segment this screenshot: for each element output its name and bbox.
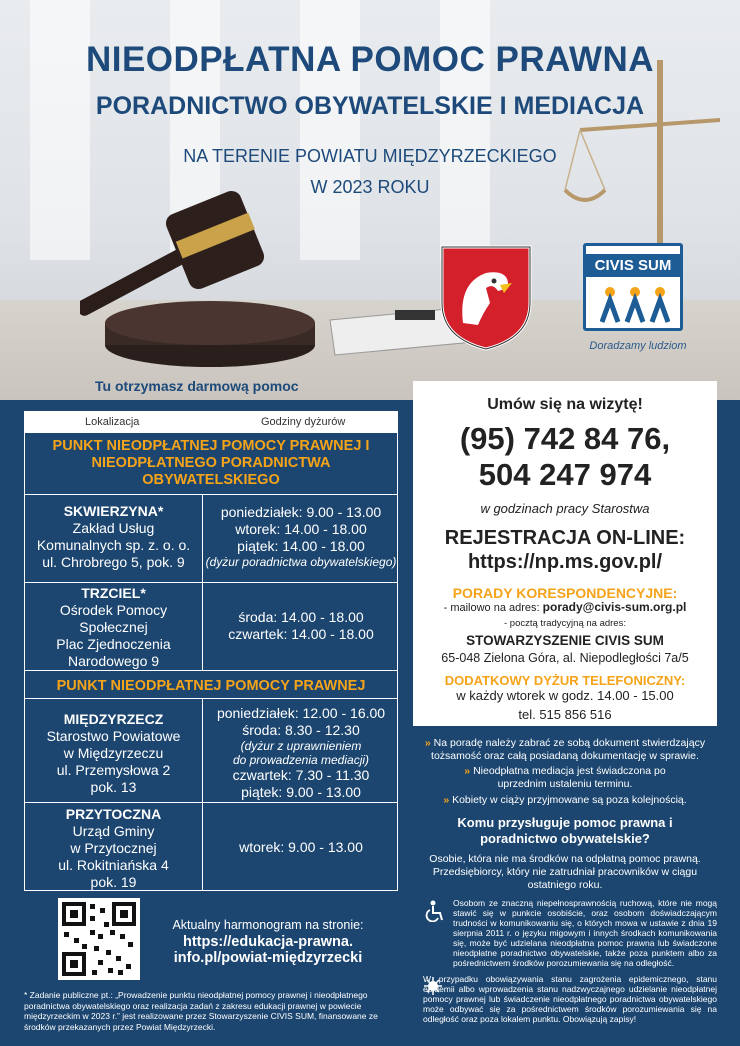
address-line: ul. Rokitniańska 4 bbox=[58, 857, 169, 873]
hours-line: środa: 8.30 - 12.30 bbox=[242, 722, 360, 738]
hours-line: środa: 14.00 - 18.00 bbox=[238, 609, 364, 625]
arrow-icon: » bbox=[464, 765, 474, 777]
hours-line: piątek: 14.00 - 18.00 bbox=[237, 538, 365, 554]
table-row bbox=[25, 494, 397, 582]
address-line: ul. Chrobrego 5, pok. 9 bbox=[42, 554, 185, 570]
address-line: pok. 19 bbox=[90, 874, 137, 890]
window-light bbox=[440, 0, 490, 260]
bullet-item: » Kobiety w ciąży przyjmowane są poza kolejnością. bbox=[443, 794, 687, 806]
eligibility-answer: Osobie, która nie ma środków na odpłatną pomoc prawną. Przedsiębiorcy, który nie zatrudniał pracowników w ciągu ostatniego roku. bbox=[429, 853, 701, 891]
address-line: Plac Zjednoczenia bbox=[56, 636, 171, 652]
post-label: - pocztą tradycyjną na adres: bbox=[504, 618, 626, 629]
schedule-block bbox=[158, 918, 378, 966]
online-label: REJESTRACJA ON-LINE: bbox=[444, 527, 686, 549]
info-bullets bbox=[413, 737, 717, 807]
locations-table bbox=[24, 411, 398, 891]
hours-line: poniedziałek: 12.00 - 16.00 bbox=[216, 705, 386, 721]
table-row bbox=[25, 582, 397, 670]
intro-text: Tu otrzymasz darmową pomoc bbox=[95, 378, 299, 394]
hours-line: poniedziałek: 9.00 - 13.00 bbox=[220, 504, 382, 520]
page-title: NIEODPŁATNA POMOC PRAWNA bbox=[85, 40, 655, 79]
visit-heading: Umów się na wizytę! bbox=[487, 396, 643, 413]
col-hours-header: Godziny dyżurów bbox=[261, 416, 346, 428]
bullet-item: » Na poradę należy zabrać ze sobą dokument stwierdzający tożsamość oraz całą posiadaną dokumentację w sprawie. bbox=[424, 737, 706, 762]
section-row bbox=[25, 670, 397, 698]
address-line: Ośrodek Pomocy bbox=[59, 602, 168, 618]
org-name: STOWARZYSZENIE CIVIS SUM bbox=[466, 633, 664, 648]
civis-slogan: Doradzamy ludziom bbox=[589, 340, 687, 352]
hours-line: czwartek: 14.00 - 18.00 bbox=[228, 626, 374, 642]
bullet-item: » Nieodpłatna mediacja jest świadczona po uprzednim ustaleniu terminu. bbox=[464, 765, 666, 790]
org-address: 65-048 Zielona Góra, al. Niepodległości 7a/5 bbox=[441, 651, 689, 665]
table-row bbox=[25, 802, 397, 891]
arrow-icon: » bbox=[424, 737, 434, 749]
address-line: Urząd Gminy bbox=[72, 823, 155, 839]
hours-line: wtorek: 14.00 - 18.00 bbox=[235, 521, 367, 537]
schedule-link-1[interactable]: https://edukacja-prawna. bbox=[182, 934, 353, 950]
email-line bbox=[413, 600, 717, 614]
section-title-1: PUNKT NIEODPŁATNEJ POMOCY PRAWNEJ I NIEODPŁATNEGO PORADNICTWA OBYWATELSKIEGO bbox=[52, 438, 370, 488]
address-line: Komunalnych sp. z. o. o. bbox=[36, 537, 191, 553]
civis-sum-logo bbox=[583, 243, 683, 331]
table-header bbox=[25, 412, 397, 433]
civis-logo-text: CIVIS SUM bbox=[586, 254, 680, 277]
location-name: TRZCIEL* bbox=[81, 585, 146, 601]
schedule-link-2[interactable]: info.pl/powiat-międzyrzecki bbox=[173, 950, 363, 966]
online-link[interactable]: https://np.ms.gov.pl/ bbox=[467, 551, 663, 573]
address-line: Społecznej bbox=[79, 619, 148, 635]
hours-note: (dyżur poradnictwa obywatelskiego) bbox=[205, 555, 397, 569]
hours-line: czwartek: 7.30 - 11.30 bbox=[232, 767, 370, 783]
address-line: w Międzyrzeczu bbox=[63, 745, 164, 761]
location-name: SKWIERZYNA* bbox=[63, 503, 164, 519]
col-location-header: Lokalizacja bbox=[85, 416, 140, 428]
phone-number-1[interactable]: (95) 742 84 76, bbox=[459, 421, 671, 456]
eligibility-question: Komu przysługuje pomoc prawna i poradnictwo obywatelskie? bbox=[457, 815, 673, 846]
epidemic-note: W przypadku obowiązywania stanu zagrożenia epidemicznego, stanu epidemii albo wprowadzenia stanu nadzwyczajnego udzielanie nieodpłatnej pomocy prawnej lub świadczenie nieodpłatnego poradnictwa obywatelskiego może odbywać się za pośrednictwem środków porozumiewania się na odległość oraz poza lokalem punktu. Obowiązują zapisy! bbox=[423, 974, 717, 1024]
hours-note: (dyżur z uprawnieniem bbox=[240, 739, 362, 753]
arrow-icon: » bbox=[443, 794, 453, 806]
area-line: NA TERENIE POWIATU MIĘDZYRZECKIEGO bbox=[183, 146, 557, 166]
address-line: pok. 13 bbox=[90, 779, 137, 795]
office-hours-note: w godzinach pracy Starostwa bbox=[480, 501, 650, 516]
address-line: Starostwo Powiatowe bbox=[46, 728, 181, 744]
phone-number-2[interactable]: 504 247 974 bbox=[478, 457, 652, 492]
qr-code[interactable] bbox=[58, 898, 140, 980]
address-line: ul. Przemysłowa 2 bbox=[56, 762, 171, 778]
table-row bbox=[25, 698, 397, 802]
phone-duty-label: DODATKOWY DYŻUR TELEFONICZNY: bbox=[444, 673, 686, 688]
hours-line: wtorek: 9.00 - 13.00 bbox=[239, 839, 363, 855]
footnote: * Zadanie publiczne pt.: „Prowadzenie punktu nieodpłatnej pomocy prawnej i nieodpłatnego poradnictwa obywatelskiego oraz realizacja zadań z zakresu edukacji prawnej w powiecie międzyrzeckim w 2023 r.” jest realizowane przez Stowarzyszenie CIVIS SUM, finansowane ze środków przekazanych przez Powiat Międzyrzecki. bbox=[24, 990, 378, 1032]
hours-line: piątek: 9.00 - 13.00 bbox=[241, 784, 361, 800]
email-prefix: - mailowo na adres: bbox=[443, 602, 540, 614]
page-subtitle: PORADNICTWO OBYWATELSKIE I MEDIACJA bbox=[95, 92, 645, 120]
year-line: W 2023 ROKU bbox=[310, 177, 430, 197]
schedule-label: Aktualny harmonogram na stronie: bbox=[172, 918, 364, 932]
hours-note: do prowadzenia mediacji) bbox=[232, 753, 370, 767]
disability-note: Osobom ze znaczną niepełnosprawnością ruchową, które nie mogą stawić się w punkcie osobiście, oraz osobom doświadczającym trudności w komunikowaniu się, o których mowa w ustawie z dnia 19 sierpnia 2011 r. o języku migowym i innych środkach komunikowania się, może być udzielana nieodpłatna pomoc prawna lub świadczone nieodpłatne poradnictwo obywatelskie, także poza punktem albo za pośrednictwem środków porozumiewania się na odległość. bbox=[453, 898, 717, 968]
qr-code-icon bbox=[58, 898, 140, 980]
location-name: PRZYTOCZNA bbox=[65, 806, 162, 822]
address-line: Narodowego 9 bbox=[67, 653, 160, 669]
coat-of-arms-icon bbox=[438, 243, 534, 353]
phone-duty-time: w każdy wtorek w godz. 14.00 - 15.00 bbox=[456, 688, 674, 703]
correspondence-label: PORADY KORESPONDENCYJNE: bbox=[452, 585, 678, 601]
email-link[interactable]: porady@civis-sum.org.pl bbox=[542, 600, 687, 614]
section-title-2: PUNKT NIEODPŁATNEJ POMOCY PRAWNEJ bbox=[56, 678, 366, 694]
contact-box bbox=[413, 381, 717, 726]
address-line: w Przytocznej bbox=[70, 840, 157, 856]
location-name: MIĘDZYRZECZ bbox=[63, 711, 164, 727]
people-icon bbox=[600, 286, 670, 324]
address-line: Zakład Usług bbox=[72, 520, 155, 536]
phone-duty-number[interactable]: tel. 515 856 516 bbox=[518, 707, 612, 722]
